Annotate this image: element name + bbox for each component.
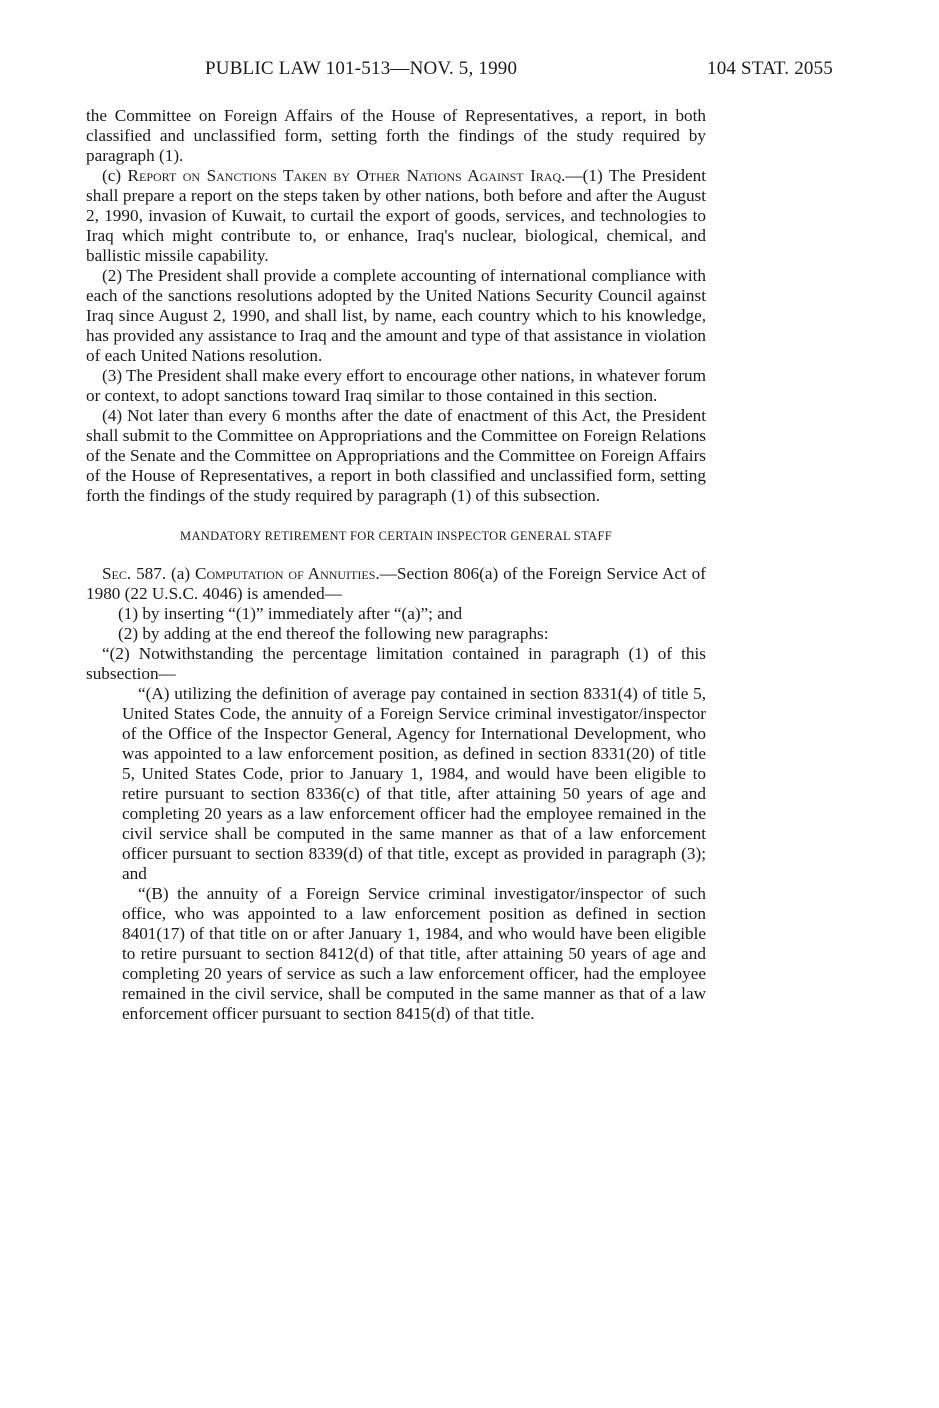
quoted-paragraph-2: “(2) Notwithstanding the percentage limitation contained in paragraph (1) of this subsection— (86, 644, 706, 683)
paragraph-continuation: the Committee on Foreign Affairs of the House of Representatives, a report, in both classified and unclassified form, setting forth the findings of the study required by paragraph (1). (86, 106, 706, 165)
section-587 (86, 564, 706, 604)
section-title: MANDATORY RETIREMENT FOR CERTAIN INSPECTOR GENERAL STAFF (180, 529, 612, 543)
sec-heading: Computation of Annuities. (195, 564, 380, 583)
paragraph-c-lead: (c) (102, 166, 128, 185)
sec-label: Sec. (102, 564, 132, 583)
running-header (0, 58, 939, 88)
paragraph-c (86, 166, 706, 266)
subsection-heading: Report on Sanctions Taken by Other Nations Against Iraq. (127, 166, 566, 185)
quoted-subparagraph-b: “(B) the annuity of a Foreign Service criminal investigator/inspector of such office, who was appointed to a law enforcement position as defined in section 8401(17) of that title on or after January 1, 1984, and who would have been eligible to retire pursuant to section 8412(d) of that title, after attaining 50 years of age and completing 20 years of service as such a law enforcement officer, had the employee remained in the civil service, shall be computed in the same manner as that of a law enforcement officer pursuant to section 8415(d) of that title. (122, 884, 706, 1023)
paragraph-2: (2) The President shall provide a complete accounting of international compliance with each of the sanctions resolutions adopted by the United Nations Security Council against Iraq since August 2, 1990, and shall list, by name, each country which to his knowledge, has provided any assistance to Iraq and the amount and type of that assistance in violation of each United Nations resolution. (86, 266, 706, 365)
quoted-subparagraph-a: “(A) utilizing the definition of average pay contained in section 8331(4) of title 5, United States Code, the annuity of a Foreign Service criminal investigator/inspector of the Office of the Inspector General, Agency for International Development, who was appointed to a law enforcement position, as defined in section 8331(20) of title 5, United States Code, prior to January 1, 1984, and would have been eligible to retire pursuant to section 8336(c) of that title, after attaining 50 years of age and completing 20 years as a law enforcement officer had the employee remained in the civil service shall be computed in the same manner as that of a law enforcement officer pursuant to section 8339(d) of that title, except as provided in paragraph (3); and (122, 684, 706, 883)
sec-text: —Section 806(a) of the Foreign Service Act of 1980 (22 U.S.C. 4046) is amended— (86, 564, 707, 603)
amendment-item-1: (1) by inserting “(1)” immediately after “(a)”; and (118, 604, 463, 623)
document-body (86, 106, 706, 1024)
page-number: 104 STAT. 2055 (707, 58, 834, 79)
sec-number: 587. (a) (131, 564, 196, 583)
paragraph-c-text: —(1) The President shall prepare a report on the steps taken by other nations, both before and after the August 2, 1990, invasion of Kuwait, to curtail the export of goods, services, and technologies to Iraq which might contribute to, or enhance, Iraq's nuclear, biological, chemical, and ballistic missile capability. (86, 166, 706, 265)
paragraph-3: (3) The President shall make every effort to encourage other nations, in whatever forum or context, to adopt sanctions toward Iraq similar to those contained in this section. (86, 366, 706, 405)
amendment-item-2: (2) by adding at the end thereof the following new paragraphs: (118, 624, 549, 643)
paragraph-4: (4) Not later than every 6 months after the date of enactment of this Act, the President shall submit to the Committee on Appropriations and the Committee on Foreign Relations of the Senate and the Committee on Appropriations and the Committee on Foreign Affairs of the House of Representatives, a report in both classified and unclassified form, setting forth the findings of the study required by paragraph (1) of this subsection. (86, 406, 706, 505)
header-title: PUBLIC LAW 101-513—NOV. 5, 1990 (205, 58, 518, 79)
